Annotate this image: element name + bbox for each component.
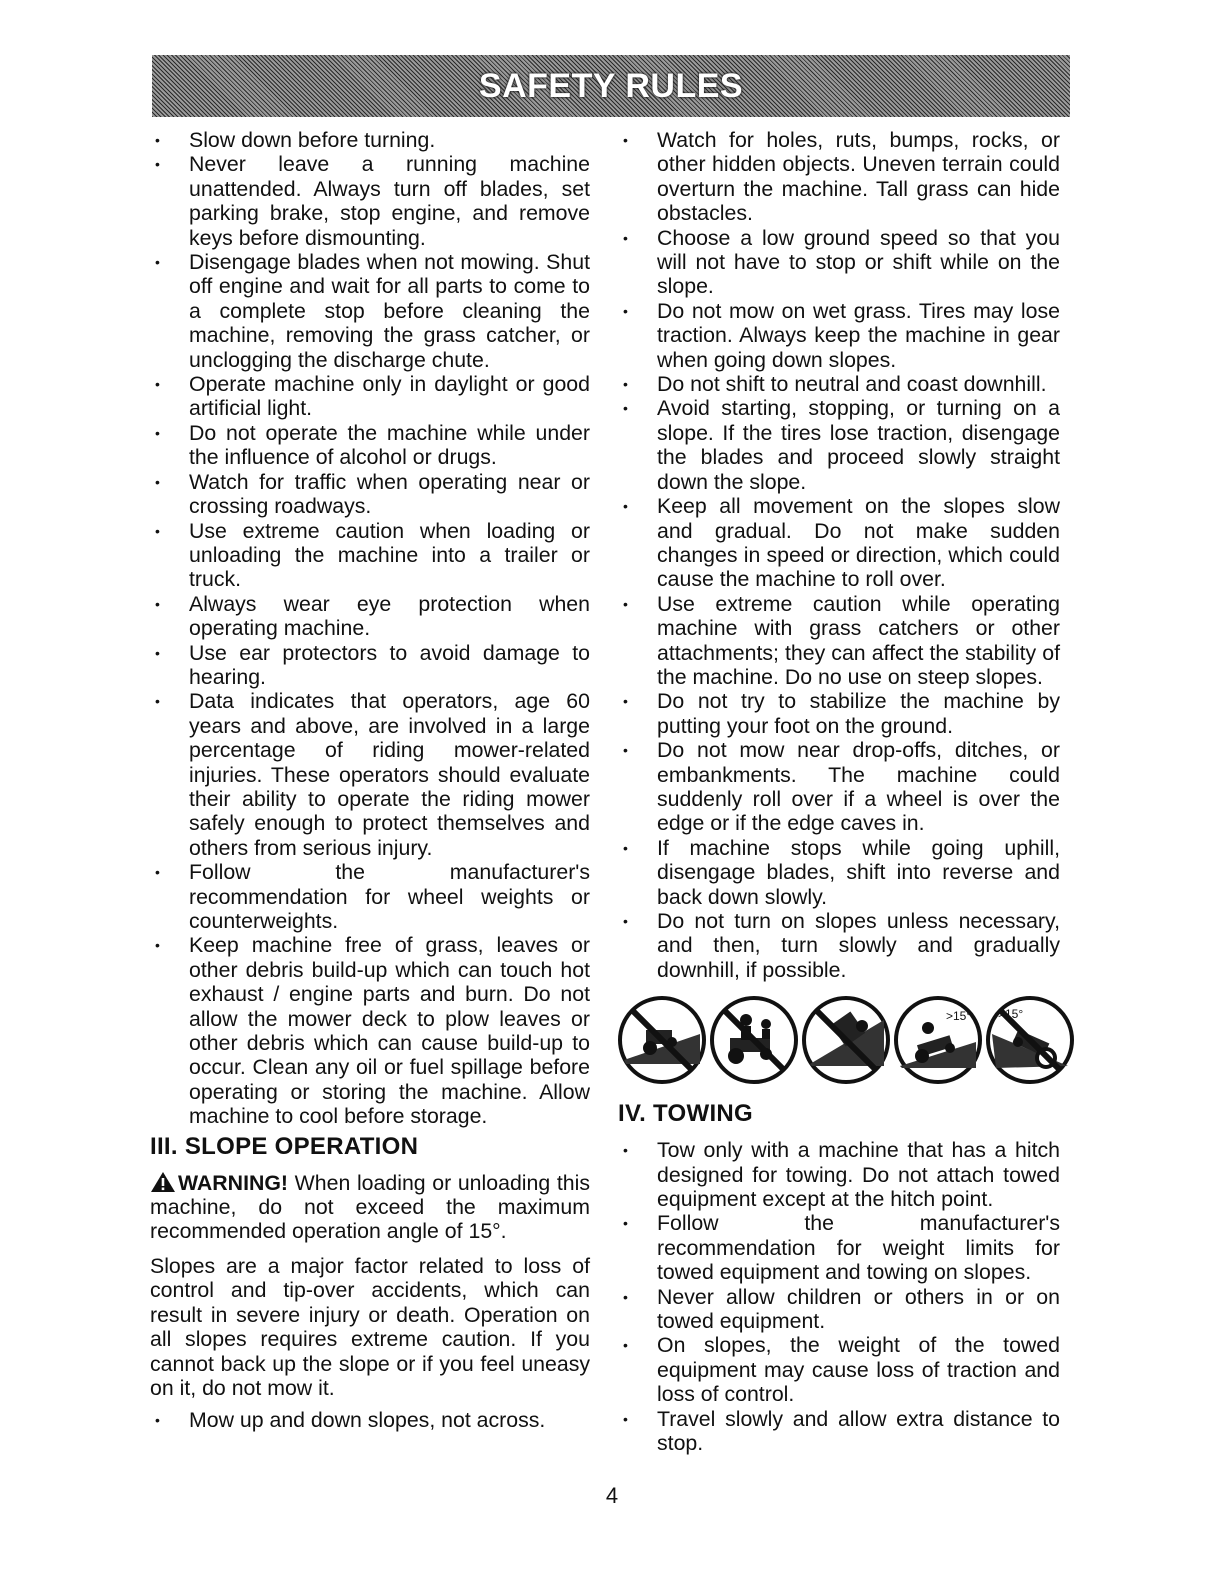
list-item: • Operate machine only in daylight or good artificial light.	[150, 372, 590, 421]
list-item: • Do not shift to neutral and coast downhill.	[618, 372, 1060, 396]
warning-label: WARNING!	[178, 1170, 289, 1195]
list-item: • Follow the manufacturer's recommendation for weight limits for towed equipment and towing on slopes.	[618, 1211, 1060, 1284]
list-item: • Watch for traffic when operating near or crossing roadways.	[150, 470, 590, 519]
slope-warning	[150, 1171, 590, 1244]
no-tipping-backward-icon	[800, 994, 892, 1086]
slope-limit-15-icon	[892, 994, 984, 1086]
list-item: • Never allow children or others in or on towed equipment.	[618, 1285, 1060, 1334]
list-item: • Tow only with a machine that has a hitch designed for towing. Do not attach towed equipment except at the hitch point.	[618, 1138, 1060, 1211]
list-item: • Do not operate the machine while under the influence of alcohol or drugs.	[150, 421, 590, 470]
page-title: SAFETY RULES	[478, 66, 744, 105]
list-item: • Travel slowly and allow extra distance to stop.	[618, 1407, 1060, 1456]
list-item: • Use ear protectors to avoid damage to hearing.	[150, 641, 590, 690]
towing-rules-list	[618, 1138, 1060, 1455]
list-item: • Do not mow on wet grass. Tires may lose traction. Always keep the machine in gear when going down slopes.	[618, 299, 1060, 372]
list-item: • Follow the manufacturer's recommendation for wheel weights or counterweights.	[150, 860, 590, 933]
warning-text: When loading or unloading this machine, do not exceed the maximum recommended operation angle of 15°.	[150, 1170, 590, 1244]
no-steep-slope-icon	[984, 994, 1076, 1086]
slope-operation-heading: III. SLOPE OPERATION	[150, 1132, 419, 1160]
list-item: • Data indicates that operators, age 60 years and above, are involved in a large percentage of riding mower-related injuries. These operators should evaluate their ability to operate the riding mower safely enough to protect themselves and others from serious injury.	[150, 689, 590, 860]
warning-triangle-icon	[150, 1171, 176, 1193]
list-item: • Disengage blades when not mowing. Shut off engine and wait for all parts to come to a complete stop before cleaning the machine, removing the grass catcher, or unclogging the discharge chute.	[150, 250, 590, 372]
slope-safety-icons	[616, 994, 1060, 1090]
list-item: • Use extreme caution while operating machine with grass catchers or other attachments; they can affect the stability of the machine. Do no use on steep slopes.	[618, 592, 1060, 690]
list-item: • Watch for holes, ruts, bumps, rocks, or other hidden objects. Uneven terrain could overturn the machine. Tall grass can hide obstacles.	[618, 128, 1060, 226]
page-number: 4	[605, 1483, 619, 1508]
right-column	[618, 128, 1060, 1456]
list-item: • Choose a low ground speed so that you will not have to stop or shift while on the slope.	[618, 226, 1060, 299]
list-item: • Use extreme caution when loading or unloading the machine into a trailer or truck.	[150, 519, 590, 592]
list-item: • Never leave a running machine unattended. Always turn off blades, set parking brake, stop engine, and remove keys before dismounting.	[150, 152, 590, 250]
list-item: • Do not try to stabilize the machine by putting your foot on the ground.	[618, 689, 1060, 738]
list-item: • Keep machine free of grass, leaves or other debris build-up which can touch hot exhaust / engine parts and burn. Do not allow the mower deck to plow leaves or other debris which can cause build-up to occur. Clean any oil or fuel spillage before operating or storing the machine. Allow machine to cool before storage.	[150, 933, 590, 1128]
list-item: • Do not mow near drop-offs, ditches, or embankments. The machine could suddenly roll over if a wheel is over the edge or if the edge caves in.	[618, 738, 1060, 836]
list-item: • Avoid starting, stopping, or turning on a slope. If the tires lose traction, disengage the blades and proceed slowly straight down the slope.	[618, 396, 1060, 494]
safety-rules-list-right	[618, 128, 1060, 982]
left-column	[150, 128, 590, 1433]
list-item: • Mow up and down slopes, not across.	[150, 1408, 590, 1432]
slope-paragraph: Slopes are a major factor related to loss of control and tip-over accidents, which can result in severe injury or death. Operation on all slopes requires extreme caution. If you cannot back up the slope or if you feel uneasy on it, do not mow it.	[150, 1253, 590, 1400]
no-stopping-on-slope-icon	[616, 994, 708, 1086]
list-item: • On slopes, the weight of the towed equipment may cause loss of traction and loss of control.	[618, 1333, 1060, 1406]
no-passengers-icon	[708, 994, 800, 1086]
towing-heading: IV. TOWING	[618, 1100, 754, 1128]
list-item: • Do not turn on slopes unless necessary, and then, turn slowly and gradually downhill, if possible.	[618, 909, 1060, 982]
angle-label: >15°	[946, 1009, 972, 1024]
angle-label: >15°	[998, 1007, 1024, 1022]
list-item: • Keep all movement on the slopes slow and gradual. Do not make sudden changes in speed or direction, which could cause the machine to roll over.	[618, 494, 1060, 592]
list-item: • Slow down before turning.	[150, 128, 590, 152]
section-banner	[152, 55, 1070, 117]
list-item: • If machine stops while going uphill, disengage blades, shift into reverse and back down slowly.	[618, 836, 1060, 909]
slope-rules-list	[150, 1408, 590, 1432]
list-item: • Always wear eye protection when operating machine.	[150, 592, 590, 641]
safety-rules-list-left	[150, 128, 590, 1129]
